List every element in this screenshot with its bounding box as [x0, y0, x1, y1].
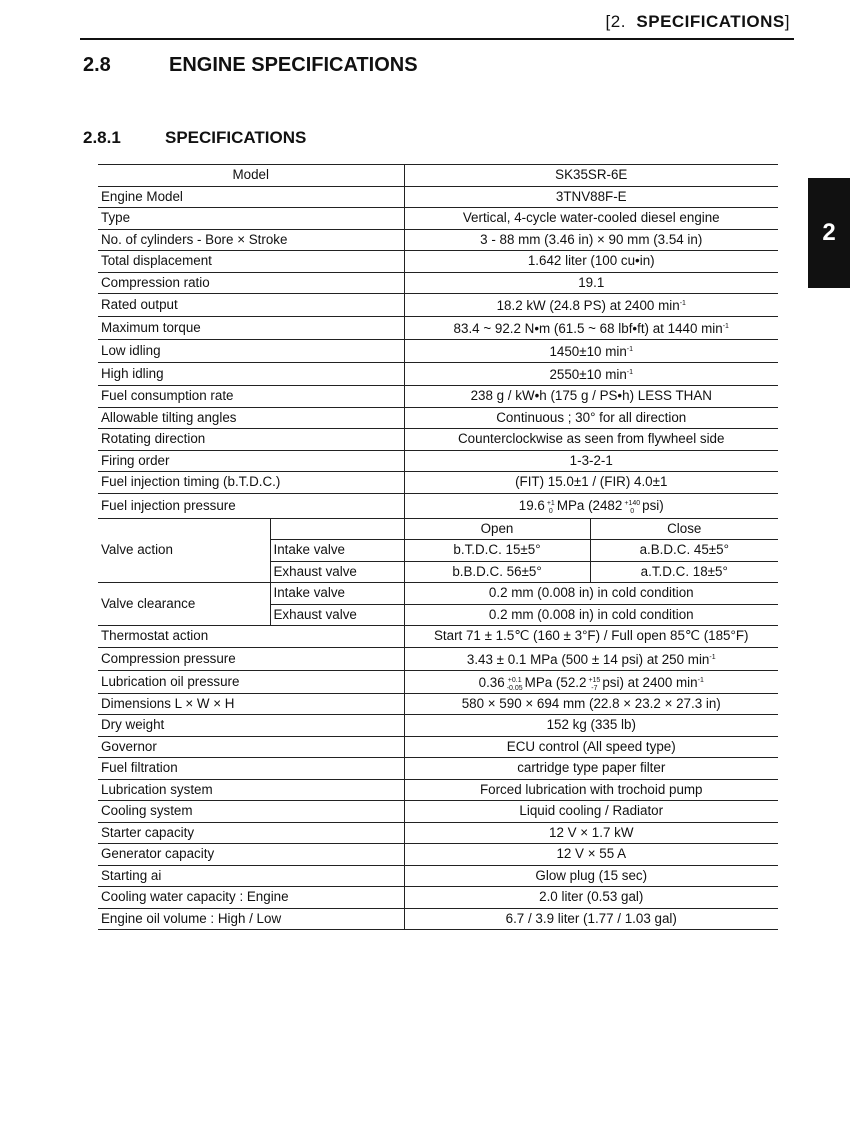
- row-value-text: 19.1: [578, 274, 605, 290]
- row-value: [404, 386, 778, 408]
- row-label: Starter capacity: [98, 822, 404, 844]
- row-label: Thermostat action: [98, 626, 404, 648]
- row-value-text: 1-3-2-1: [569, 452, 613, 468]
- row-value: [404, 801, 778, 823]
- valve-close-header: Close: [590, 518, 778, 540]
- unit-superscript: -1: [626, 346, 634, 353]
- table-row-injection-pressure: [98, 493, 778, 518]
- row-value: [404, 429, 778, 451]
- row-value: [404, 693, 778, 715]
- row-value: [404, 822, 778, 844]
- tolerance-stack: [507, 677, 523, 693]
- row-label: Rated output: [98, 294, 404, 317]
- section-title-number: 2.8.1: [83, 128, 121, 147]
- row-value-text: Glow plug (15 sec): [535, 867, 648, 883]
- table-row: [98, 736, 778, 758]
- model-label: Model: [98, 165, 404, 187]
- page-title-number: 2.8: [83, 54, 111, 76]
- table-row: [98, 450, 778, 472]
- row-value: [404, 229, 778, 251]
- row-label: No. of cylinders - Bore × Stroke: [98, 229, 404, 251]
- row-label: Fuel consumption rate: [98, 386, 404, 408]
- row-value-text: 18.2 kW (24.8 PS) at 2400 min: [496, 298, 680, 313]
- header-bracket-open: [2.: [605, 12, 626, 31]
- row-value: [404, 758, 778, 780]
- tolerance-stack: [547, 500, 555, 516]
- table-row: [98, 844, 778, 866]
- table-row: [98, 407, 778, 429]
- table-row: [98, 294, 778, 317]
- row-value-text: Continuous ; 30° for all direction: [496, 409, 687, 425]
- row-value-text: Forced lubrication with trochoid pump: [479, 781, 703, 797]
- table-row-compression-pressure: [98, 647, 778, 670]
- injection-pressure-value: 19.6: [518, 497, 545, 513]
- row-label: Governor: [98, 736, 404, 758]
- row-value-text: Vertical, 4-cycle water-cooled diesel engine: [462, 210, 720, 226]
- table-row-lube-pressure: [98, 670, 778, 693]
- row-value-text: 12 V × 1.7 kW: [549, 824, 634, 840]
- tolerance-upper: +15: [588, 676, 601, 684]
- exhaust-valve-label: Exhaust valve: [270, 561, 404, 583]
- injection-pressure-unit: psi): [642, 497, 664, 513]
- exhaust-close-value: a.T.D.C. 18±5°: [590, 561, 778, 583]
- compression-pressure-value: 3.43 ± 0.1 MPa (500 ± 14 psi) at 250 min: [466, 651, 710, 667]
- row-label: Maximum torque: [98, 317, 404, 340]
- tolerance-lower: 0: [548, 507, 553, 515]
- row-value: [404, 647, 778, 670]
- row-value-text: 2.0 liter (0.53 gal): [539, 889, 644, 905]
- row-value-text: Counterclockwise as seen from flywheel side: [458, 431, 725, 447]
- table-row: [98, 272, 778, 294]
- tolerance-upper: +1: [546, 499, 555, 507]
- row-value: [404, 736, 778, 758]
- page-title-text: ENGINE SPECIFICATIONS: [169, 54, 418, 76]
- row-label: Generator capacity: [98, 844, 404, 866]
- table-row: [98, 208, 778, 230]
- valve-action-blank: [270, 518, 404, 540]
- unit-superscript: -1: [709, 653, 716, 661]
- row-value-text: 12 V × 55 A: [556, 846, 627, 862]
- row-label: Starting ai: [98, 865, 404, 887]
- row-value-text: ECU control (All speed type): [506, 738, 676, 754]
- table-row: [98, 908, 778, 930]
- row-label: Cooling water capacity : Engine: [98, 887, 404, 909]
- row-label: Low idling: [98, 340, 404, 363]
- row-label: Lubrication oil pressure: [98, 670, 404, 693]
- clearance-intake-label: Intake valve: [270, 583, 404, 605]
- row-value-text: (FIT) 15.0±1 / (FIR) 4.0±1: [515, 474, 668, 490]
- row-value-text: 6.7 / 3.9 liter (1.77 / 1.03 gal): [505, 910, 677, 926]
- tolerance-upper: +0.1: [507, 676, 522, 684]
- row-value: [404, 340, 778, 363]
- row-value-text: 1450±10 min: [549, 344, 627, 359]
- row-value-text: 1.642 liter (100 cu•in): [527, 253, 655, 269]
- table-row: [98, 693, 778, 715]
- table-row: [98, 186, 778, 208]
- row-value: [404, 317, 778, 340]
- table-row: [98, 779, 778, 801]
- row-value: [404, 363, 778, 386]
- row-value: [404, 407, 778, 429]
- row-value: [404, 844, 778, 866]
- table-row: [98, 715, 778, 737]
- row-value-text: 3TNV88F-E: [555, 188, 627, 204]
- chapter-tab: 2: [808, 178, 850, 288]
- clearance-exhaust-value: 0.2 mm (0.008 in) in cold condition: [404, 604, 778, 626]
- row-label: Type: [98, 208, 404, 230]
- row-label: Engine oil volume : High / Low: [98, 908, 404, 930]
- table-row-model: [98, 165, 778, 187]
- table-row: [98, 758, 778, 780]
- row-value: [404, 272, 778, 294]
- row-label: Allowable tilting angles: [98, 407, 404, 429]
- intake-open-value: b.T.D.C. 15±5°: [404, 540, 590, 562]
- section-header-tag: [606, 12, 790, 32]
- intake-close-value: a.B.D.C. 45±5°: [590, 540, 778, 562]
- row-value: [404, 670, 778, 693]
- section-title-text: SPECIFICATIONS: [165, 128, 307, 147]
- tolerance-stack: [624, 500, 640, 516]
- table-row: [98, 386, 778, 408]
- row-label: Firing order: [98, 450, 404, 472]
- unit-superscript: -1: [722, 323, 729, 330]
- engine-spec-table: [98, 164, 778, 930]
- table-row: [98, 317, 778, 340]
- lube-pressure-value: 0.36: [478, 674, 505, 690]
- row-value: [404, 472, 778, 494]
- row-value-text: 3 - 88 mm (3.46 in) × 90 mm (3.54 in): [480, 231, 703, 247]
- table-row: [98, 822, 778, 844]
- row-label: Compression ratio: [98, 272, 404, 294]
- row-label: Cooling system: [98, 801, 404, 823]
- row-value: [404, 908, 778, 930]
- table-row: [98, 363, 778, 386]
- row-label: Rotating direction: [98, 429, 404, 451]
- table-row: [98, 887, 778, 909]
- tolerance-stack: [588, 677, 600, 693]
- row-label: Engine Model: [98, 186, 404, 208]
- section-title: [83, 128, 306, 148]
- row-value-text: 580 × 590 × 694 mm (22.8 × 23.2 × 27.3 in): [461, 695, 721, 711]
- row-label: Fuel injection timing (b.T.D.C.): [98, 472, 404, 494]
- table-row: [98, 472, 778, 494]
- unit-superscript: -1: [626, 369, 634, 376]
- valve-clearance-label: Valve clearance: [98, 583, 270, 626]
- valve-open-header: Open: [404, 518, 590, 540]
- row-label: Compression pressure: [98, 647, 404, 670]
- row-label: Total displacement: [98, 251, 404, 273]
- intake-valve-label: Intake valve: [270, 540, 404, 562]
- unit-superscript: -1: [697, 676, 704, 684]
- injection-pressure-imperial: MPa (2482: [556, 497, 623, 513]
- row-value-text: 2550±10 min: [549, 367, 627, 382]
- row-value: Start 71 ± 1.5℃ (160 ± 3°F) / Full open 85℃ (185°F): [404, 626, 778, 648]
- row-value-text: 238 g / kW•h (175 g / PS•h) LESS THAN: [470, 388, 712, 404]
- row-label: Dimensions L × W × H: [98, 693, 404, 715]
- row-value-text: 152 kg (335 lb): [546, 717, 636, 733]
- header-bracket-close: ]: [784, 12, 790, 31]
- row-label: Lubrication system: [98, 779, 404, 801]
- row-value: [404, 493, 778, 518]
- page-title: [83, 54, 418, 77]
- table-row: [98, 251, 778, 273]
- tolerance-lower: 0: [630, 507, 635, 515]
- row-value: [404, 251, 778, 273]
- tolerance-lower: -0.05: [506, 684, 523, 692]
- exhaust-open-value: b.B.D.C. 56±5°: [404, 561, 590, 583]
- table-row: [98, 801, 778, 823]
- model-value: SK35SR-6E: [404, 165, 778, 187]
- tolerance-upper: +140: [624, 499, 641, 507]
- table-row-valve-action-header: [98, 518, 778, 540]
- row-label: High idling: [98, 363, 404, 386]
- row-value: [404, 450, 778, 472]
- header-rule: [80, 38, 794, 40]
- lube-pressure-imperial: MPa (52.2: [524, 674, 587, 690]
- row-value-text: cartridge type paper filter: [517, 760, 666, 776]
- row-value: [404, 865, 778, 887]
- clearance-exhaust-label: Exhaust valve: [270, 604, 404, 626]
- row-label: Fuel filtration: [98, 758, 404, 780]
- row-value-text: Liquid cooling / Radiator: [519, 803, 664, 819]
- row-label: Fuel injection pressure: [98, 493, 404, 518]
- row-value: [404, 186, 778, 208]
- row-value: [404, 887, 778, 909]
- table-row: [98, 340, 778, 363]
- lube-pressure-unit: psi) at 2400 min: [602, 674, 698, 690]
- table-row: [98, 865, 778, 887]
- valve-action-label: Valve action: [98, 518, 270, 583]
- unit-superscript: -1: [679, 300, 686, 307]
- row-value: [404, 715, 778, 737]
- row-value: [404, 779, 778, 801]
- row-label: Dry weight: [98, 715, 404, 737]
- table-row-clearance-intake: [98, 583, 778, 605]
- row-value: [404, 208, 778, 230]
- tolerance-lower: -7: [591, 684, 598, 692]
- clearance-intake-value: 0.2 mm (0.008 in) in cold condition: [404, 583, 778, 605]
- table-row-thermostat: [98, 626, 778, 648]
- header-section-name: SPECIFICATIONS: [636, 12, 785, 31]
- row-value: [404, 294, 778, 317]
- row-value-text: 83.4 ~ 92.2 N•m (61.5 ~ 68 lbf•ft) at 1440 min: [453, 321, 723, 336]
- table-row: [98, 229, 778, 251]
- table-row: [98, 429, 778, 451]
